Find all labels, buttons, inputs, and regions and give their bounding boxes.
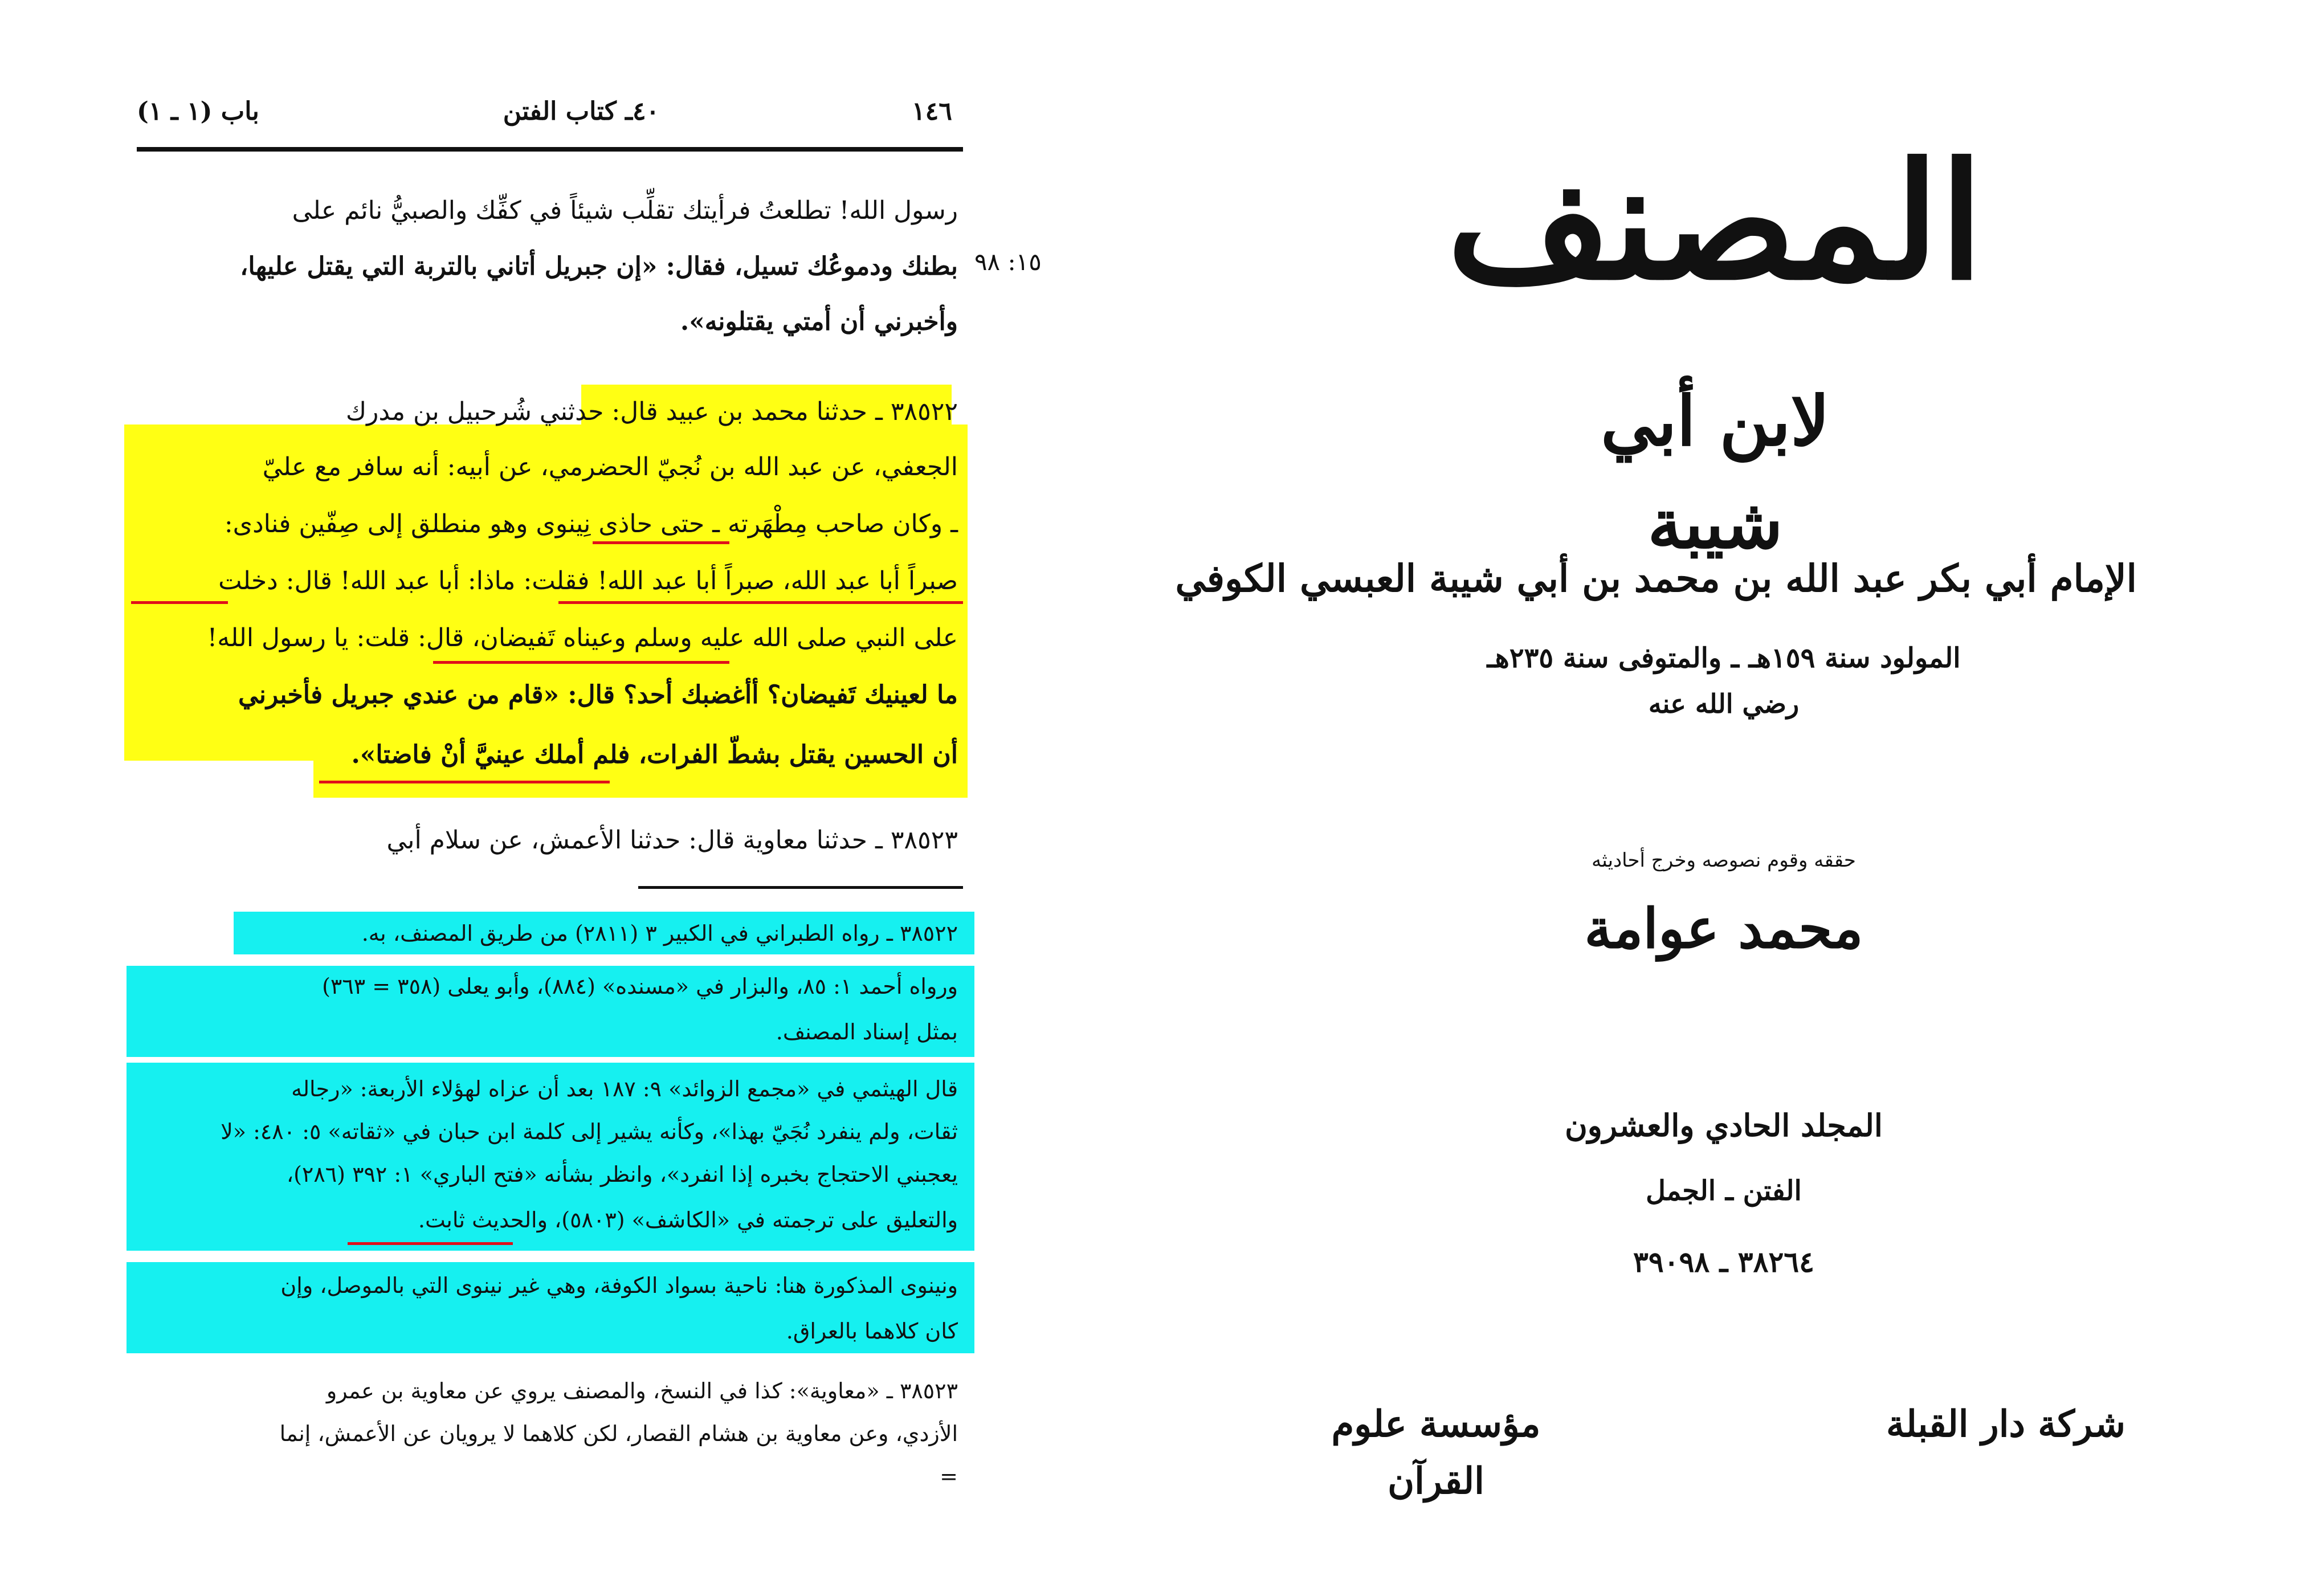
publisher-right: شركة دار القبلة — [1886, 1403, 2125, 1446]
footnote-line: ونينوى المذكورة هنا: ناحية بسواد الكوفة، وهي غير نينوى التي بالموصل، وإن — [280, 1273, 958, 1298]
hadith-line: صبراً أبا عبد الله، صبراً أبا عبد الله! فقلت: ماذا: أبا عبد الله! قال: دخلت — [218, 566, 958, 595]
editor-label: حققه وقوم نصوصه وخرج أحاديثه — [1592, 849, 1856, 872]
footnote-line: كان كلاهما بالعراق. — [786, 1319, 958, 1344]
red-underline — [433, 661, 729, 664]
author-line: الإمام أبي بكر عبد الله بن محمد بن أبي شيبة العبسي الكوفي — [1175, 556, 2137, 601]
footnote-line: يعجبني الاحتجاج بخبره إذا انفرد»، وانظر بشأنه «فتح الباري» ١: ٣٩٢ (٢٨٦)، — [286, 1162, 958, 1187]
red-underline — [348, 1242, 513, 1245]
chapter-label: باب (١ ـ ١) — [137, 97, 259, 126]
footnote-line: والتعليق على ترجمته في «الكاشف» (٥٨٠٣)، والحديث ثابت. — [418, 1207, 958, 1232]
margin-note: ١٥: ٩٨ — [974, 248, 1042, 276]
footnote-line: الأزدي، وعن معاوية بن هشام القصار، لكن كلاهما لا يرويان عن الأعمش، إنما — [279, 1421, 958, 1446]
footnote-line: ثقات، ولم ينفرد نُجَيّ بهذا»، وكأنه يشير إلى كلمة ابن حبان في «ثقاته» ٥: ٤٨٠: «لا — [221, 1119, 958, 1144]
dates-line: المولود سنة ١٥٩هـ ـ والمتوفى سنة ٢٣٥هـ — [1487, 642, 1961, 674]
book-title: ٤٠ـ كتاب الفتن — [503, 97, 660, 126]
footnote-line: = — [940, 1464, 958, 1489]
red-underline — [131, 601, 228, 604]
intro-line: وأخبرني أن أمتي يقتلونه». — [680, 307, 958, 336]
footnote-line: ٣٨٥٢٣ ـ «معاوية»: كذا في النسخ، والمصنف يروي عن معاوية بن عمرو — [326, 1378, 958, 1403]
footnote-line: بمثل إسناد المصنف. — [776, 1019, 958, 1044]
red-underline — [558, 601, 963, 604]
footnote-line: ورواه أحمد ١: ٨٥، والبزار في «مسنده» (٨٨٤)، وأبو يعلى (٣٥٨ = ٣٦٣) — [322, 974, 958, 999]
volume-line: المجلد الحادي والعشرون — [1565, 1107, 1883, 1144]
publisher-left: مؤسسة علوم القرآن — [1331, 1403, 1541, 1503]
hadith-line: الجعفي، عن عبد الله بن نُجيّ الحضرمي، عن أبيه: أنه سافر مع عليّ — [262, 452, 958, 481]
red-underline — [319, 781, 610, 783]
footnote-line: ٣٨٥٢٢ ـ رواه الطبراني في الكبير ٣ (٢٨١١) من طريق المصنف، به. — [361, 921, 958, 946]
hadith-line: على النبي صلى الله عليه وسلم وعيناه تَفيضان، قال: قلت: يا رسول الله! — [207, 623, 958, 652]
footnote-rule — [638, 886, 963, 889]
page-number: ١٤٦ — [912, 97, 952, 126]
intro-line: بطنك ودموعُك تسيل، فقال: «إن جبريل أتاني بالتربة التي يقتل عليها، — [240, 252, 958, 281]
hadith-line: أن الحسين يقتل بشطّ الفرات، فلم أملك عينيَّ أنْ فاضتا». — [351, 740, 958, 769]
footnote-line: قال الهيثمي في «مجمع الزوائد» ٩: ١٨٧ بعد أن عزاه لهؤلاء الأربعة: «رجاله — [291, 1076, 958, 1101]
header-rule — [137, 147, 963, 152]
intro-line: رسول الله! تطلعتُ فرأيتك تقلِّب شيئاً في كفِّك والصبيُّ نائم على — [292, 196, 958, 225]
editor-name: محمد عوامة — [1584, 896, 1863, 961]
hadith-line: ـ وكان صاحب مِطْهَرته ـ حتى حاذى نِينوى وهو منطلق إلى صِفّين فنادى: — [224, 509, 958, 538]
hadith-line: ٣٨٥٢٢ ـ حدثنا محمد بن عبيد قال: حدثني شُرحبيل بن مدرك — [345, 397, 958, 426]
range-line: ٣٨٢٦٤ ـ ٣٩٠٩٨ — [1633, 1245, 1815, 1279]
red-underline — [593, 541, 729, 544]
hadith-line: ٣٨٥٢٣ ـ حدثنا معاوية قال: حدثنا الأعمش، عن سلام أبي — [386, 826, 958, 855]
blessing-line: رضي الله عنه — [1648, 688, 1800, 719]
subtitle: لابن أبي شيبة — [1601, 381, 1830, 564]
hadith-line: ما لعينيك تَفيضان؟ أأغضبك أحد؟ قال: «قام من عندي جبريل فأخبرني — [238, 680, 958, 709]
topics-line: الفتن ـ الجمل — [1646, 1175, 1802, 1207]
main-title: المصنف — [1446, 128, 1984, 316]
